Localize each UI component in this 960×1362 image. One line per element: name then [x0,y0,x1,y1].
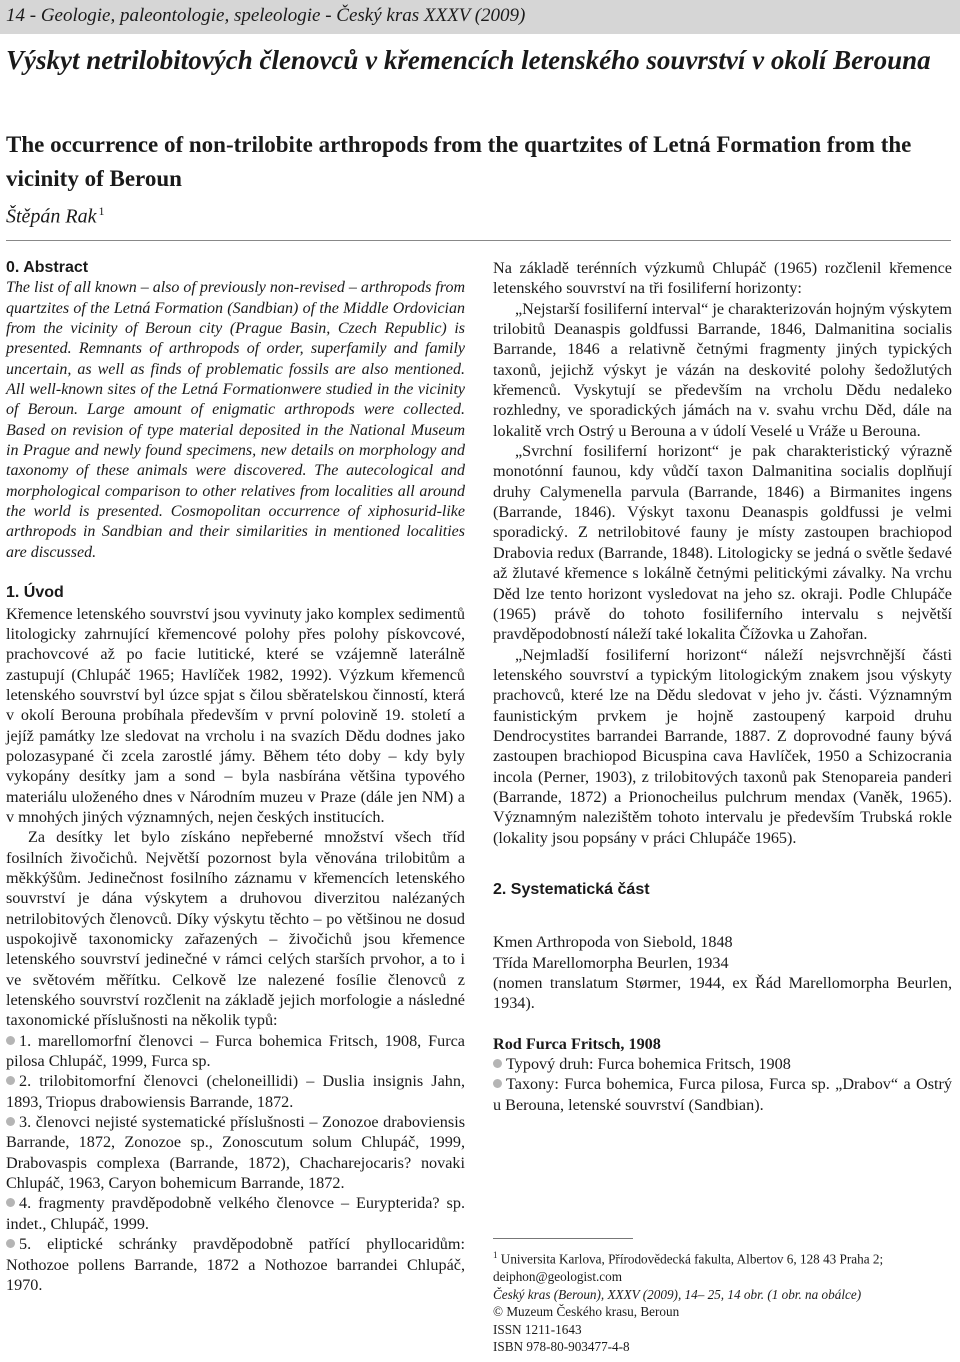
left-column [6,258,465,1295]
footnote-rule [493,1238,633,1239]
bullet-icon [493,1079,502,1088]
list-item: Taxony: Furca bohemica, Furca pilosa, Furca sp. „Drabov“ a Ostrý u Berouna, letenské souvrství (Sandbian). [493,1075,952,1114]
intro-paragraph-1: Křemence letenského souvrství jsou vyvinuty jako komplex sedimentů litologicky zahrnující křemencové polohy přes polohy pískovcové, prachovcové až po facie lutitické, které se vzájemně laterálně zastupují (Chlupáč 1965; Havlíček 1982, 1992). Výzkum křemenců letenského souvrství byl úzce spjat s čilou sběratelskou činností, která v okolí Berouna probíhala především v první polovině 19. století a jejíž památky lze sledovat na vrcholu i na svazích Dědu dodnes jako polozasypané či zcela zarostlé jámy. Během této doby – kdy byly vykopány desítky jam a sond – byla nasbírána většina typového materiálu uloženého dnes v Národním muzeu v Praze (dále jen NM) a v mnohých jiných významných, nejen českých institucích. [6,604,466,826]
list-item: 4. fragmenty pravděpodobně velkého členovce – Eurypterida? sp. indet., Chlupáč, 1999. [6,1194,465,1233]
title-english: The occurrence of non-trilobite arthropods from the quartzites of Letná Formation from the vicinity of Beroun [6,132,912,191]
bullet-icon [6,1076,15,1085]
horizon-oldest: „Nejstarší fosiliferní interval“ je charakterizován hojným výskytem trilobitů Deanaspis goldfussi Barrande, 1846, Dalmanitina socialis Barrande, 1846 a relativně četnými fragmenty jiných typických taxonů, jejichž výskyt je vázán na deskovité polohy šedožlutých křemenců. Vyskytují se především na vrcholu Dědu nedaleko rozhledny, ve sporadických jámách na v. svahu vrchu Děd, dále na lokalitě vrch Ostrý u Berouna a v údolí Veselé u Vráže u Berouna. [493,299,952,440]
footnote-issn: ISSN 1211-1643 [493,1321,582,1337]
taxon-phylum: Kmen Arthropoda von Siebold, 1848 [493,933,733,952]
list-item: 1. marellomorfní členovci – Furca bohemica Fritsch, 1908, Furca pilosa Chlupáč, 1999, Furca sp. [6,1031,465,1071]
footnote-isbn: ISBN 978-80-903477-4-8 [493,1339,630,1355]
taxon-class: Třída Marellomorpha Beurlen, 1934 [493,953,729,972]
horizons-intro: Na základě terénních výzkumů Chlupáč (1965) rozčlenil křemence letenského souvrství na tři fosiliferní horizonty: [493,259,952,298]
title-czech: Výskyt netrilobitových členovců v křemencích letenského souvrství v okolí Berouna [6,45,931,75]
taxon-note: (nomen translatum Størmer, 1944, ex Řád Marellomorpha Beurlen, 1934). [493,974,952,1013]
footnote-copyright: © Muzeum Českého krasu, Beroun [493,1304,680,1320]
author [6,204,105,229]
bullet-icon [6,1198,15,1207]
footnote-citation: Český kras (Beroun), XXXV (2009), 14– 25, 14 obr. (1 obr. na obálce) [493,1286,862,1302]
bullet-icon [493,1059,502,1068]
list-item: Typový druh: Furca bohemica Fritsch, 1908 [493,1054,952,1074]
affiliation-mark: 1 [98,204,105,218]
systematics-heading: 2. Systematická část [493,880,650,898]
footnote [493,1238,952,1356]
abstract-heading: 0. Abstract [6,259,89,276]
running-head: 14 - Geologie, paleontologie, speleologie - Český kras XXXV (2009) [6,5,526,26]
author-name: Štěpán Rak [6,205,97,228]
genus-heading: Rod Furca Fritsch, 1908 [493,1034,661,1053]
bullet-icon [6,1036,15,1045]
right-column [493,258,952,1115]
horizon-youngest: „Nejmladší fosiliferní horizont“ náleží nejsvrchnější části letenského souvrství a typickým litologickým znakem jsou výskyty prachovců, které lze na Dědu sledovat v jeho jv. části. Významným faunistickým prvkem je hojně zastoupený karpoid druhu Dendrocystites barrandei Barrande, 1887. Z doprovodné fauny bývá zastoupen brachiopod Bicuspina cava Havlíček, 1950 a Schizocrania incola (Perner, 1903), z trilobitových taxonů pak Stenopareia panderi (Barrande, 1872) a Prionocheilus pulchrum mendax (Vaněk, 1965). Významným nalezištěm tohoto intervalu je především Trubská rokle (lokality jsou popsány v práci Chlupáče 1965). [493,645,952,847]
footnote-mark: 1 [493,1250,498,1260]
intro-heading: 1. Úvod [6,584,64,602]
list-item: 2. trilobitomorfní členovci (cheloneillidi) – Duslia insignis Jahn, 1893, Triopus drabowiensis Barrande, 1872. [6,1072,465,1111]
horizon-upper: „Svrchní fosiliferní horizont“ je pak charakteristický výrazně monotónní faunou, kdy vůdčí taxon Dalmanitina socialis doplňují druhy Calymenella parvula (Barrande, 1846) a Birmanites ingens (Barrande, 1846). Výskyt taxonu Deanaspis goldfussi je velmi sporadický. Z netrilobitové fauny je místy zastoupen brachiopod Drabovia redux (Barrande, 1848). Litologicky se jedná o světle šedavé až žlutavé křemence s lokálně četnými pelitickými závalky. Na vrchu Děd lze tento horizont vysledovat na jeho sz. okraji. Podle Chlupáče (1965) právě do tohoto fosiliferního intervalu s největší pravděpodobností náleží také lokalita Čížovka u Zahořan. [493,442,952,644]
abstract-text: The list of all known – also of previously non-revised – arthropods from quartzites of the Letná Formation (Sandbian) of the Middle Ordovician from the vicinity of Beroun city (Prague Basin, Czech Republic) is presented. Remnants of arthropods of order, superfamily and family uncertain, as well as finds of problematic fossils are also mentioned. All well-known sites of the Letná Formationwere studied in the vicinity of Beroun. Large amount of enigmatic arthropods were collected. Based on revision of type material deposited in the National Museum in Prague and newly found specimens, new details on morphology and taxonomy of these animals were discovered. The autecological and morphological comparison to other relatives from localities all around the world is presented. Cosmopolitan occurrence of xiphosurid-like arthropods in Sandbian and their similarities in mentioned localities are discussed. [6,279,465,561]
footnote-affiliation: Universita Karlova, Přírodovědecká fakulta, Albertov 6, 128 43 Praha 2; deiphon@geologist.com [493,1251,884,1284]
title-divider [6,240,951,241]
list-item: 5. eliptické schránky pravděpodobně patřící phyllocaridům: Nothozoe pollens Barrande, 1872 a Nothozoe barrandei Chlupáč, 1970. [6,1235,465,1294]
bullet-icon [6,1239,15,1248]
intro-paragraph-2: Za desítky let bylo získáno nepřeberné množství všech tříd fosilních živočichů. Největší pozornost byla věnována trilobitům a měkkýšům. Jedinečnost fosilního záznamu v křemencích letenského souvrství je dána výskytem a druhovou diverzitou nalézaných netrilobitových členovců. Díky výskytu těchto – po většinou ne dosud uspokojivě taxonomicky zařazených – živočichů jsou křemence letenského souvrství jedinečné v rámci celých starších prvohor, a to i ve světovém měřítku. Celkově lze nalezené fosílie členovců z letenského souvrství rozčlenit na základě jejich morfologie a následné taxonomické příslušnosti na několik typů: [6,828,465,1030]
bullet-icon [6,1117,15,1126]
list-item: 3. členovci nejisté systematické příslušnosti – Zonozoe draboviensis Barrande, 1872, Zonozoe sp., Zonoscutum solum Chlupáč, 1999, Drabovaspis complexa (Barrande, 1872), Chacharejocaris? novaki Chlupáč, 1963, Caryon bohemicum Barrande, 1872. [6,1113,465,1193]
